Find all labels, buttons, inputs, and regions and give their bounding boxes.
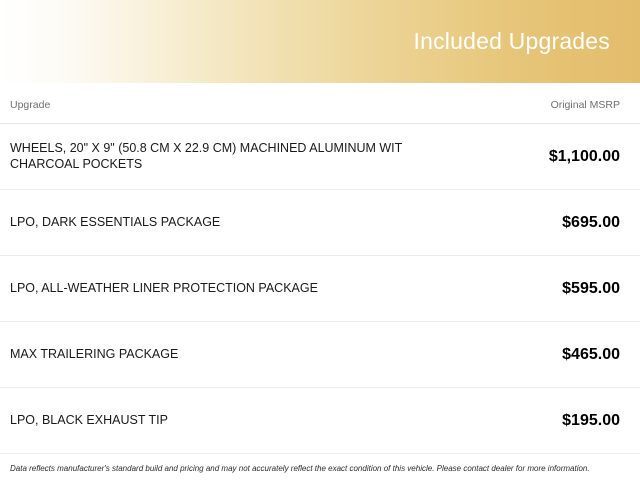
- page-header: [0, 0, 640, 83]
- upgrade-name: WHEELS, 20" X 9" (50.8 CM X 22.9 CM) MACHINED ALUMINUM WIT CHARCOAL POCKETS: [10, 140, 403, 171]
- upgrade-price: $595.00: [562, 279, 620, 297]
- upgrade-name: LPO, BLACK EXHAUST TIP: [10, 412, 168, 427]
- table-column-headers: [0, 83, 640, 124]
- table-row: [0, 124, 640, 190]
- page-title: Included Upgrades: [413, 28, 610, 54]
- disclaimer-text: Data reflects manufacturer's standard build and pricing and may not accurately reflect the exact condition of this vehicle. Please contact dealer for more information.: [10, 464, 590, 473]
- table-row: [0, 190, 640, 256]
- upgrade-price: $695.00: [562, 213, 620, 231]
- upgrade-name: LPO, ALL-WEATHER LINER PROTECTION PACKAGE: [10, 280, 318, 295]
- upgrades-table: [0, 124, 640, 454]
- upgrade-name: LPO, DARK ESSENTIALS PACKAGE: [10, 214, 221, 229]
- table-row: [0, 322, 640, 388]
- upgrade-name: MAX TRAILERING PACKAGE: [10, 346, 179, 361]
- upgrade-price: $465.00: [562, 345, 620, 363]
- table-row: [0, 388, 640, 454]
- upgrade-price: $1,100.00: [548, 147, 620, 165]
- column-header-msrp: Original MSRP: [550, 99, 620, 111]
- table-row: [0, 256, 640, 322]
- upgrade-price: $195.00: [562, 411, 620, 429]
- column-header-upgrade: Upgrade: [10, 99, 51, 111]
